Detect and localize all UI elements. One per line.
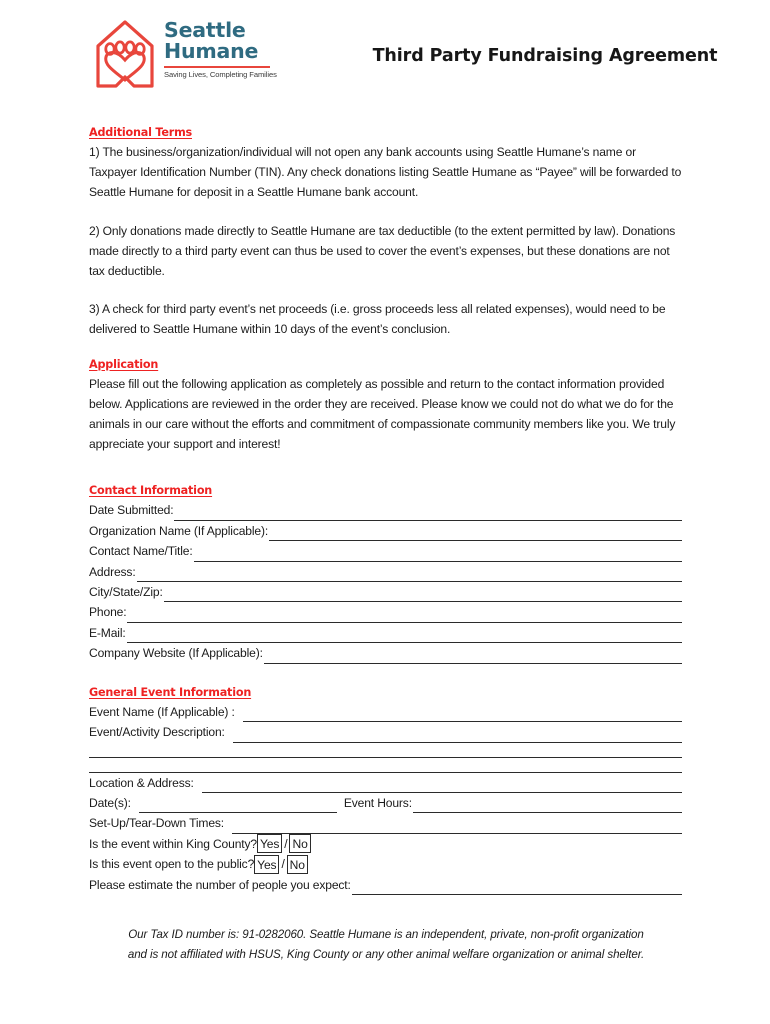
document-body [89, 126, 682, 895]
field-location-address[interactable] [89, 773, 682, 793]
footer-line-1: Our Tax ID number is: 91-0282060. Seattle Humane is an independent, private, non-profit organization [128, 928, 644, 941]
field-setup-teardown-times[interactable] [89, 813, 682, 833]
application-paragraph: Please fill out the following application as completely as possible and return to the contact information provided below. Applications are reviewed in the order they are received. Please know we could not do what we do for the animals in our care without the efforts and commitment of compassionate community members like you. We truly appreciate your support and interest! [89, 376, 676, 452]
field-label-event-description: Event/Activity Description: [89, 725, 225, 740]
logo-word-humane: Humane [164, 39, 259, 63]
field-input-event-description-line-2[interactable] [89, 743, 682, 758]
question-within-king-county [89, 834, 682, 854]
contact-information-fields [89, 500, 682, 663]
field-label-city-state-zip: City/State/Zip: [89, 585, 163, 600]
king-county-option-separator: / [284, 836, 288, 851]
question-label-open-to-public: Is this event open to the public? [89, 857, 255, 872]
page-title: Third Party Fundraising Agreement [372, 46, 718, 66]
general-event-information-fields [89, 702, 682, 895]
field-input-setup-teardown-times[interactable] [232, 819, 682, 834]
open-public-option-separator: / [281, 857, 285, 872]
field-label-address: Address: [89, 564, 136, 579]
logo-tagline: Saving Lives, Completing Families [164, 69, 277, 79]
field-label-estimated-attendance: Please estimate the number of people you expect: [89, 877, 351, 892]
field-label-event-hours: Event Hours: [343, 795, 412, 810]
field-date-submitted[interactable] [89, 500, 682, 520]
field-contact-name-title[interactable] [89, 541, 682, 561]
field-event-description-continuation-2[interactable] [89, 758, 682, 773]
field-label-dates: Date(s): [89, 795, 131, 810]
field-input-date-submitted[interactable] [174, 506, 682, 521]
field-input-dates[interactable] [139, 798, 337, 813]
footer-disclaimer [96, 925, 676, 964]
field-input-event-description[interactable] [233, 728, 682, 743]
field-input-organization-name[interactable] [269, 526, 682, 541]
field-company-website[interactable] [89, 643, 682, 663]
field-input-contact-name-title[interactable] [194, 547, 682, 562]
additional-terms-paragraph-2: 2) Only donations made directly to Seattle Humane are tax deductible (to the extent permitted by law). Donations made directly to a third party event can thus be used to cover the event’s expenses, but these donations are not tax deductible. [89, 223, 676, 279]
field-label-contact-name-title: Contact Name/Title: [89, 544, 193, 559]
question-open-to-public [89, 854, 682, 874]
field-input-city-state-zip[interactable] [164, 587, 682, 602]
field-label-event-name: Event Name (If Applicable) : [89, 704, 235, 719]
open-public-yes-option[interactable]: Yes [254, 855, 279, 874]
field-input-email[interactable] [127, 628, 682, 643]
field-label-setup-teardown-times: Set-Up/Tear-Down Times: [89, 816, 224, 831]
seattle-humane-house-paw-heart-logo [94, 16, 156, 92]
king-county-no-option[interactable]: No [289, 834, 310, 853]
field-address[interactable] [89, 562, 682, 582]
field-label-location-address: Location & Address: [89, 775, 194, 790]
field-input-estimated-attendance[interactable] [352, 880, 682, 895]
field-label-email: E-Mail: [89, 625, 126, 640]
field-label-company-website: Company Website (If Applicable): [89, 646, 263, 661]
additional-terms-paragraph-1: 1) The business/organization/individual will not open any bank accounts using Seattle Humane’s name or Taxpayer Identification Number (TIN). Any check donations listing Seattle Humane as “Payee” will be forwarded to Seattle Humane for deposit in a Seattle Humane bank account. [89, 145, 682, 200]
logo-divider-rule [164, 66, 270, 68]
additional-terms-paragraph-3: 3) A check for third party event’s net proceeds (i.e. gross proceeds less all related expenses), would need to be delivered to Seattle Humane within 10 days of the event’s conclusion. [89, 302, 666, 337]
logo-word-seattle: Seattle [164, 18, 246, 42]
field-input-event-description-line-3[interactable] [89, 758, 682, 773]
section-heading-application: Application [89, 357, 159, 371]
logo-wordmark [164, 16, 277, 79]
section-heading-general-event-information: General Event Information [89, 685, 252, 699]
field-organization-name[interactable] [89, 521, 682, 541]
field-event-description[interactable] [89, 722, 682, 742]
field-input-company-website[interactable] [264, 649, 682, 664]
field-email[interactable] [89, 623, 682, 643]
field-input-event-hours[interactable] [413, 798, 682, 813]
field-event-description-continuation-1[interactable] [89, 743, 682, 758]
section-heading-additional-terms: Additional Terms [89, 126, 192, 139]
footer-line-2: and is not affiliated with HSUS, King County or any other animal welfare organization or animal shelter. [127, 947, 645, 961]
organization-logo [94, 16, 277, 92]
field-input-address[interactable] [137, 567, 682, 582]
field-label-organization-name: Organization Name (If Applicable): [89, 523, 269, 538]
field-label-phone: Phone: [89, 605, 127, 620]
field-estimated-attendance[interactable] [89, 875, 682, 895]
field-event-name[interactable] [89, 702, 682, 722]
king-county-yes-option[interactable]: Yes [257, 834, 282, 853]
field-input-event-name[interactable] [243, 707, 682, 722]
section-heading-contact-information: Contact Information [89, 484, 213, 498]
yes-no-questions [89, 834, 682, 875]
field-input-phone[interactable] [127, 608, 682, 623]
open-public-no-option[interactable]: No [287, 855, 308, 874]
question-label-within-king-county: Is the event within King County? [89, 836, 257, 851]
field-label-date-submitted: Date Submitted: [89, 503, 174, 518]
document-header [0, 0, 770, 112]
field-dates-and-hours[interactable] [89, 793, 682, 813]
field-city-state-zip[interactable] [89, 582, 682, 602]
field-phone[interactable] [89, 602, 682, 622]
field-input-location-address[interactable] [202, 778, 682, 793]
